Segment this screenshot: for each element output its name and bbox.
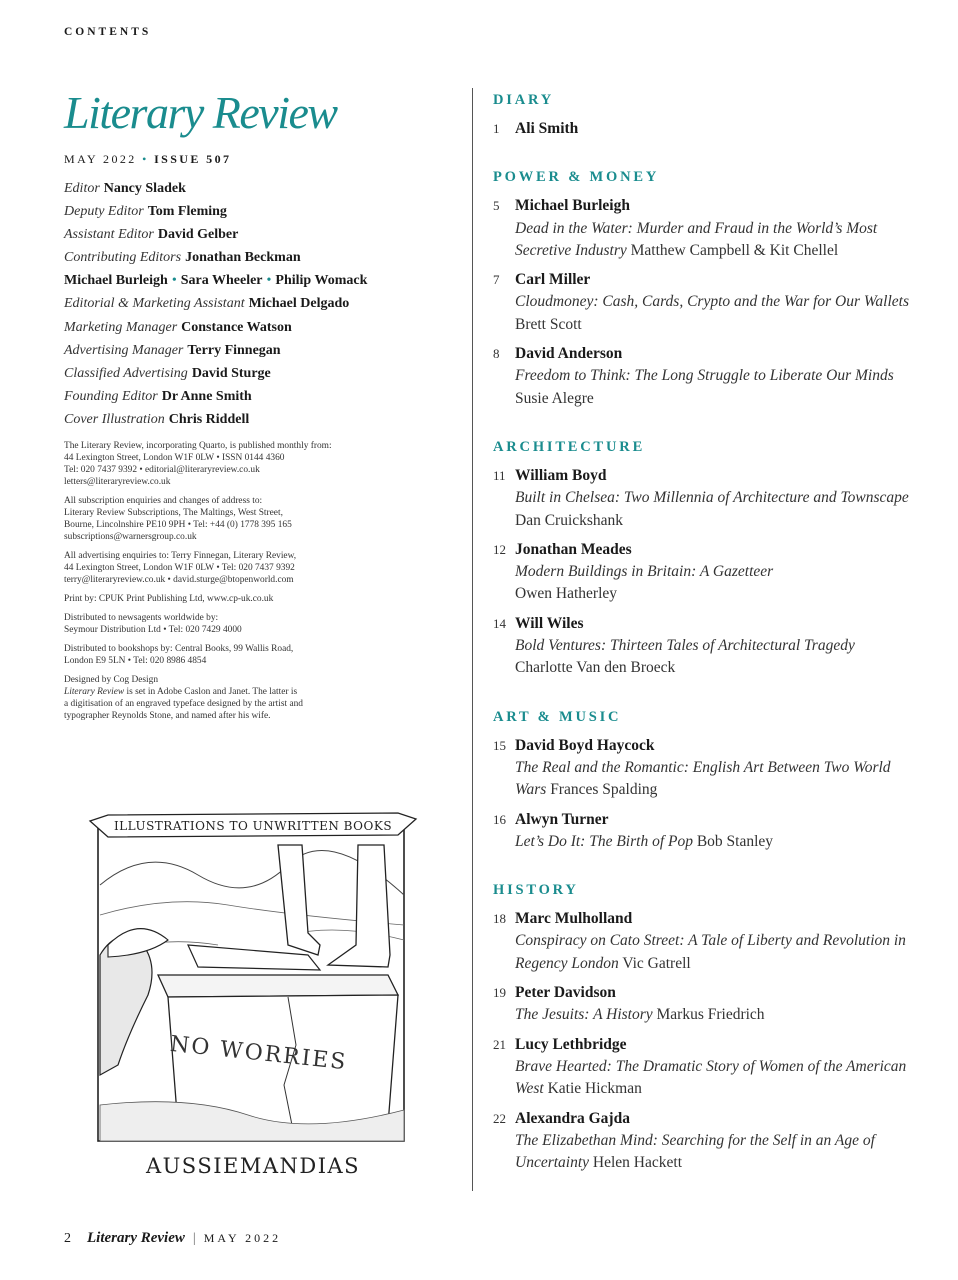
book-title: Built in Chelsea: Two Millennia of Architecture and Townscape (515, 489, 909, 507)
issue-separator: • (142, 152, 149, 166)
reviewer-name: Carl Miller (515, 271, 591, 289)
book-title: Let’s Do It: The Birth of Pop (515, 832, 693, 850)
section-art-music (493, 707, 913, 853)
book-title: Bold Ventures: Thirteen Tales of Architectural Tragedy (515, 637, 855, 655)
staff-row: Marketing Manager Constance Watson (64, 319, 292, 335)
book-title: The Real and the Romantic: English Art Between Two World Wars (515, 758, 891, 799)
reviewer-name: Marc Mulholland (515, 910, 633, 928)
staff-row: Classified Advertising David Sturge (64, 365, 271, 381)
book-author: Markus Friedrich (656, 1006, 765, 1024)
reviewer-name: David Anderson (515, 345, 623, 363)
reviewer-name: Michael Burleigh (515, 197, 630, 215)
book-title: Dead in the Water: Murder and Fraud in the World’s Most Secretive Industry (515, 219, 878, 259)
issue-line (64, 152, 454, 167)
contents-entry[interactable] (493, 809, 913, 854)
plinth-inscription: NO WORRIES (168, 1031, 349, 1076)
page-number: 21 (493, 1036, 506, 1052)
book-author: Katie Hickman (547, 1080, 642, 1098)
section-heading: POWER & MONEY (493, 169, 660, 186)
section-architecture (493, 437, 913, 680)
staff-row: Contributing Editors Jonathan Beckman (64, 250, 301, 266)
reviewer-name: Lucy Lethbridge (515, 1035, 627, 1053)
issue-month: MAY 2022 (64, 152, 137, 166)
publisher-info: The Literary Review, incorporating Quarto, is published monthly from: 44 Lexington Street, London W1F 0LW • ISSN 0144 4360 Tel: 020 7437 9392 • editorial@literaryreview.co.uk letters@literaryreview.co.uk (64, 441, 332, 488)
reviewer-name: David Boyd Haycock (515, 736, 655, 754)
contents-entry[interactable] (493, 118, 913, 140)
contents-entry[interactable] (493, 908, 913, 975)
book-author: Vic Gatrell (622, 954, 691, 972)
footer-magazine-name: Literary Review (87, 1230, 185, 1246)
cover-illustration (88, 805, 418, 1183)
page-number: 7 (493, 272, 500, 288)
masthead-title: Literary Review (64, 87, 337, 138)
staff-row: Editorial & Marketing Assistant Michael Delgado (64, 296, 350, 312)
reviewer-name: Alwyn Turner (515, 810, 609, 828)
footer-date: MAY 2022 (203, 1231, 282, 1245)
staff-row: Assistant Editor David Gelber (64, 227, 239, 243)
book-title: The Elizabethan Mind: Searching for the Self in an Age of Uncertainty (515, 1131, 875, 1172)
staff-row: Editor Nancy Sladek (64, 181, 186, 196)
contents-entry[interactable] (493, 1108, 913, 1175)
book-title: Brave Hearted: The Dramatic Story of Women of the American West (515, 1057, 907, 1098)
section-diary (493, 90, 913, 140)
page-number: 5 (493, 198, 500, 214)
book-title: Modern Buildings in Britain: A Gazetteer (515, 563, 774, 581)
illustration-caption: AUSSIEMANDIAS (145, 1154, 361, 1178)
book-author: Dan Cruickshank (515, 511, 624, 529)
publication-details (64, 440, 454, 722)
contributing-editors-extra: Michael Burleigh • Sara Wheeler • Philip Womack (64, 273, 368, 289)
page-number: 8 (493, 346, 500, 362)
contents-entry[interactable] (493, 465, 913, 532)
contents-entry[interactable] (493, 1034, 913, 1101)
book-title: Freedom to Think: The Long Struggle to Liberate Our Minds (515, 367, 894, 385)
footer-separator: | (192, 1231, 196, 1246)
reviewer-name: Jonathan Meades (515, 540, 632, 558)
book-author: Charlotte Van den Broeck (515, 659, 676, 677)
page-number: 1 (493, 121, 500, 136)
reviewer-name: Ali Smith (515, 120, 579, 137)
contents-entry[interactable] (493, 982, 913, 1027)
reviewer-name: Alexandra Gajda (515, 1109, 630, 1127)
book-author: Frances Spalding (550, 781, 658, 799)
running-head: CONTENTS (64, 26, 152, 38)
page-footer (64, 1230, 281, 1247)
section-heading: ART & MUSIC (493, 708, 622, 725)
section-heading: DIARY (493, 92, 555, 108)
staff-row: Deputy Editor Tom Fleming (64, 204, 227, 220)
reviewer-name: Peter Davidson (515, 984, 616, 1002)
staff-row: Founding Editor Dr Anne Smith (64, 388, 252, 404)
illustration-banner-text: ILLUSTRATIONS TO UNWRITTEN BOOKS (113, 819, 393, 833)
book-author: Owen Hatherley (515, 585, 617, 603)
staff-row: Advertising Manager Terry Finnegan (64, 342, 281, 358)
section-power-money (493, 167, 913, 410)
page-number: 22 (493, 1110, 506, 1126)
staff-row: Cover Illustration Chris Riddell (64, 411, 250, 427)
contents-entry[interactable] (493, 195, 913, 262)
page-number: 11 (493, 467, 506, 483)
book-title: Conspiracy on Cato Street: A Tale of Liberty and Revolution in Regency London (515, 932, 906, 972)
print-info: Print by: CPUK Print Publishing Ltd, www.cp-uk.co.uk (64, 594, 274, 605)
reviewer-name: William Boyd (515, 466, 607, 484)
page-number: 14 (493, 615, 506, 631)
bookshop-distribution: Distributed to bookshops by: Central Books, 99 Wallis Road, London E9 5LN • Tel: 020 8986 4854 (64, 644, 294, 667)
section-history (493, 880, 913, 1174)
book-title: Cloudmoney: Cash, Cards, Crypto and the War for Our Wallets (515, 293, 909, 311)
contents-entry[interactable] (493, 735, 913, 802)
advertising-info: All advertising enquiries to: Terry Finnegan, Literary Review, 44 Lexington Street, London W1F 0LW • Tel: 020 7437 9392 terry@literaryreview.co.uk • david.sturge@btopenworld.com (64, 551, 297, 586)
reviewer-name: Will Wiles (515, 614, 584, 632)
issue-number: ISSUE 507 (154, 152, 232, 166)
page-number: 18 (493, 911, 506, 927)
illustration-drawing (88, 805, 418, 1183)
contents-entry[interactable] (493, 613, 913, 680)
footer-page-number: 2 (64, 1231, 71, 1246)
contents-entry[interactable] (493, 539, 913, 606)
contents-list (493, 90, 913, 1201)
design-credits: Designed by Cog Design Literary Review is set in Adobe Caslon and Janet. The latter is a digitisation of an engraved typeface designed by the artist and typographer Reynolds Stone, and named after his wife. (64, 675, 303, 722)
book-author: Matthew Campbell & Kit Chellel (630, 241, 839, 259)
book-author: Bob Stanley (696, 832, 774, 850)
book-author: Brett Scott (515, 315, 582, 333)
section-heading: HISTORY (493, 882, 579, 899)
book-title: The Jesuits: A History (515, 1006, 653, 1024)
newsagent-distribution: Distributed to newsagents worldwide by: Seymour Distribution Ltd • Tel: 020 7429 4000 (64, 613, 242, 636)
column-divider (472, 88, 473, 1191)
plinth-top (158, 975, 398, 997)
staff-list (64, 177, 454, 431)
subscription-info: All subscription enquiries and changes of address to: Literary Review Subscriptions, The Maltings, West Street, Bourne, Lincolnshire PE10 9PH • Tel: +44 (0) 1778 395 165 subscriptions@warnersgroup.co.uk (64, 496, 292, 543)
contents-entry[interactable] (493, 343, 913, 410)
book-author: Helen Hackett (592, 1154, 683, 1172)
page-number: 15 (493, 737, 506, 753)
page-number: 12 (493, 541, 506, 557)
contents-entry[interactable] (493, 269, 913, 336)
book-author: Susie Alegre (515, 389, 594, 407)
page-number: 16 (493, 811, 506, 827)
masthead-column (64, 88, 454, 729)
section-heading: ARCHITECTURE (493, 438, 646, 455)
page-number: 19 (493, 985, 506, 1001)
